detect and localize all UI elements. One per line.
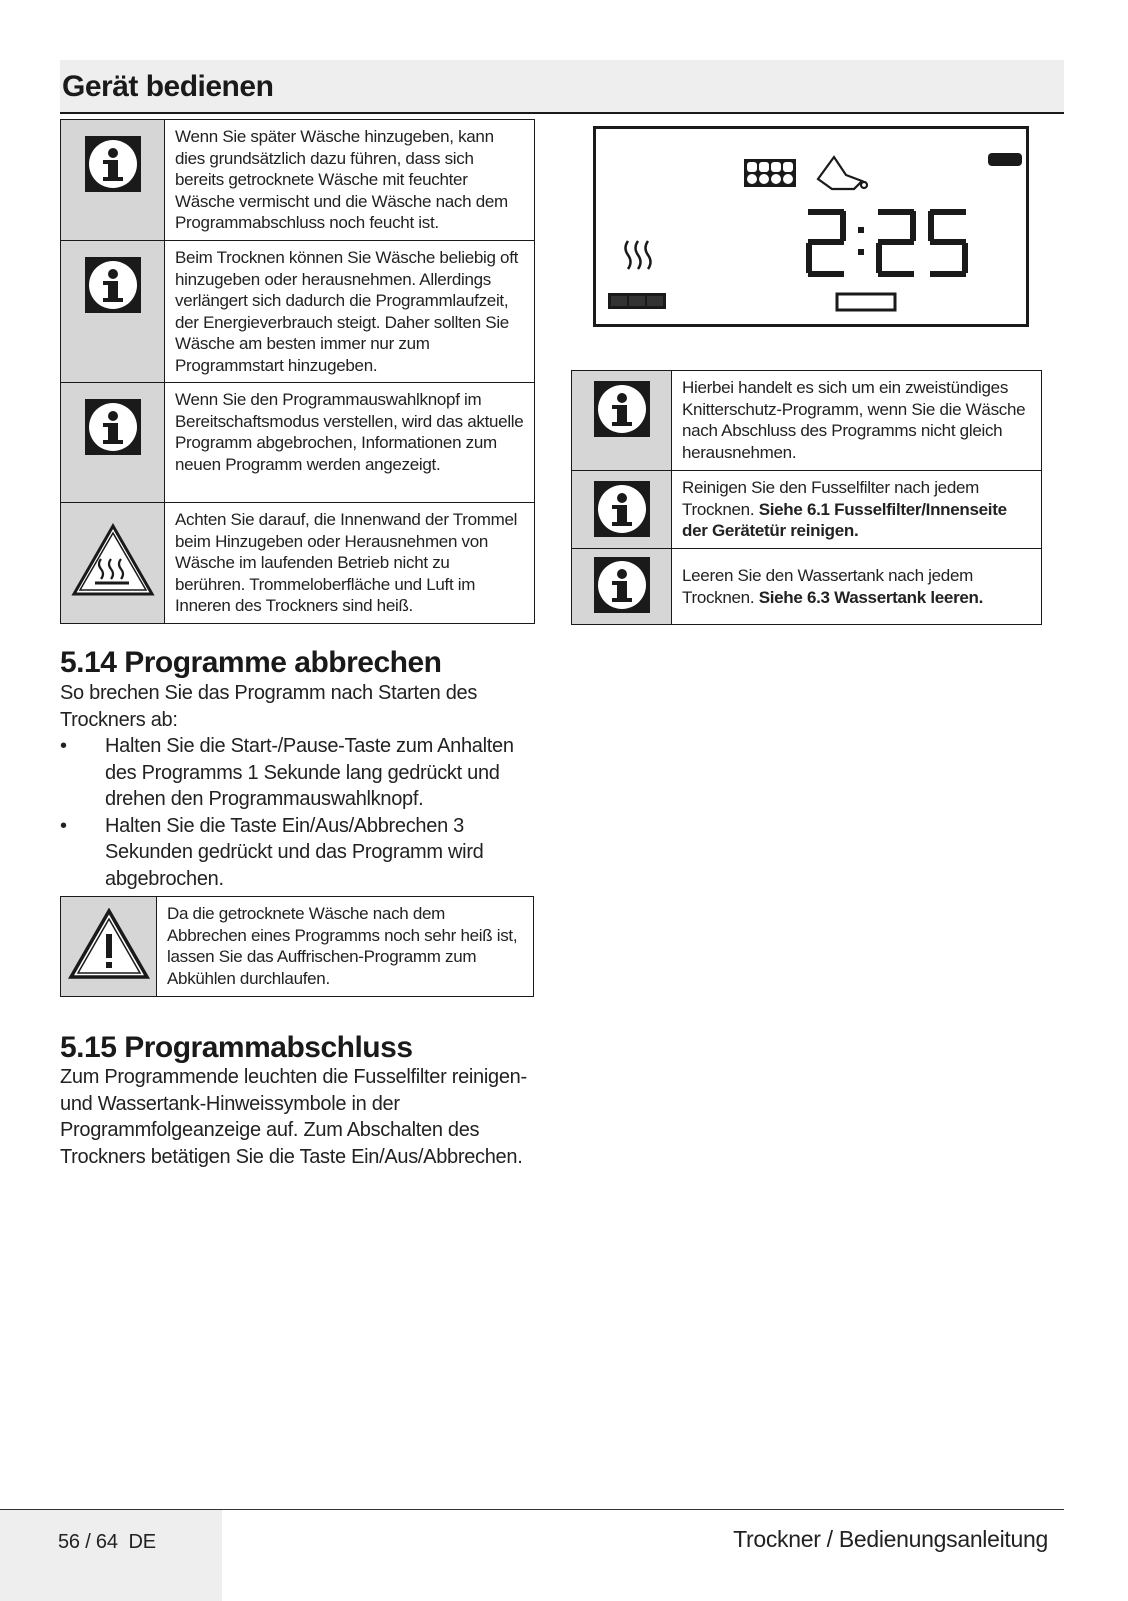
note-row [61,503,535,624]
list-item [60,733,520,813]
empty-segment-box [837,294,895,310]
bullet-dot: • [60,735,67,757]
note-icon-cell [61,120,165,241]
right-notes-table [571,370,1042,625]
list-item-text: Halten Sie die Taste Ein/Aus/Abbrechen 3 Sekunden gedrückt und das Programm wird abgebrochen. [105,814,484,890]
note-icon-cell [572,471,672,549]
footer-page-box [0,1510,222,1601]
note-text [672,549,1042,625]
load-grid-icon [744,159,796,187]
info-icon [85,399,141,455]
note-text: Hierbei handelt es sich um ein zweistündiges Knitterschutz-Programm, wenn Sie die Wäsche nach Abschluss des Programms nicht gleich herausnehmen. [672,371,1042,471]
note-text: Wenn Sie später Wäsche hinzugeben, kann dies grundsätzlich dazu führen, dass sich bereits getrocknete Wäsche mit feuchter Wäsche vermischt und die Wäsche nach dem Programmabschluss noch feucht ist. [165,120,535,241]
section-5-15-text: Zum Programmende leuchten die Fusselfilter reinigen- und Wassertank-Hinweissymbole in der Programmfolgeanzeige auf. Zum Abschalten des Trockners betätigen Sie die Taste Ein/Aus/Abbrechen. [60,1066,527,1168]
note-icon-cell [61,897,157,997]
status-indicator [988,153,1022,166]
note-row [572,471,1042,549]
left-notes-table [60,119,535,624]
note-text: Beim Trocknen können Sie Wäsche beliebig oft hinzugeben oder herausnehmen. Allerdings verlängert sich dadurch die Programmlaufzeit, der Energieverbrauch steigt. Daher sollten Sie Wäsche am besten immer nur zum Programmstart hinzugeben. [165,241,535,383]
note-text-plain: Reinigen Sie den Fusselfilter nach jedem Trocknen. [682,478,980,519]
note-text: Wenn Sie den Programmauswahlknopf im Bereitschaftsmodus verstellen, wird das aktuelle Programm abgebrochen, Informationen zum neuen Programm werden angezeigt. [165,383,535,503]
info-icon [85,257,141,313]
section-title-5-14: 5.14 Programme abbrechen [60,646,442,679]
list-item-text: Halten Sie die Start-/Pause-Taste zum Anhalten des Programms 1 Sekunde lang gedrückt und drehen den Programmauswahlknopf. [105,735,514,810]
header-bar [60,60,1064,114]
hanger-icon [818,157,867,189]
info-icon [594,557,650,613]
note-row [61,897,534,997]
bullet-dot: • [60,814,67,837]
note-icon-cell [61,241,165,383]
warning-text: Da die getrocknete Wäsche nach dem Abbrechen eines Programms noch sehr heiß ist, lassen Sie das Auffrischen-Programm zum Abkühlen durchlaufen. [157,897,534,997]
info-icon [85,136,141,192]
note-row [572,549,1042,625]
note-icon-cell [61,383,165,503]
note-text: Achten Sie darauf, die Innenwand der Trommel beim Hinzugeben oder Herausnehmen von Wäsche im laufenden Betrieb nicht zu berühren. Trommeloberfläche und Luft im Inneren des Trockners sind heiß. [165,503,535,624]
note-row [61,241,535,383]
display-illustration [596,129,1026,324]
heat-icon [626,241,651,269]
progress-indicator [608,293,666,309]
list-item [60,813,520,893]
control-display-panel [593,126,1029,327]
section-title-5-15: 5.15 Programmabschluss [60,1031,413,1064]
info-icon [594,381,650,437]
note-reference: Siehe 6.3 Wassertank leeren. [758,587,984,607]
note-text-plain: Leeren Sie den Wassertank nach jedem Trocknen. [682,566,973,607]
info-icon [594,481,650,537]
note-icon-cell [572,549,672,625]
hot-surface-warning-icon [71,523,155,597]
warning-triangle-icon [68,908,150,980]
note-row [61,120,535,241]
page-title: Gerät bedienen [62,70,274,103]
time-digits [806,209,968,277]
footer-document-title: Trockner / Bedienungsanleitung [733,1526,1048,1552]
note-icon-cell [572,371,672,471]
note-row [572,371,1042,471]
page-number: 56 / 64 DE [58,1531,156,1553]
warning-table [60,896,534,997]
section-5-14-bullets [60,733,520,892]
note-reference: Siehe 6.1 Fusselfilter/Innenseite der Gerätetür reinigen. [682,499,1007,540]
note-text [672,471,1042,549]
note-row [61,383,535,503]
note-icon-cell [61,503,165,624]
section-5-14-intro: So brechen Sie das Programm nach Starten des Trockners ab: [60,682,478,731]
